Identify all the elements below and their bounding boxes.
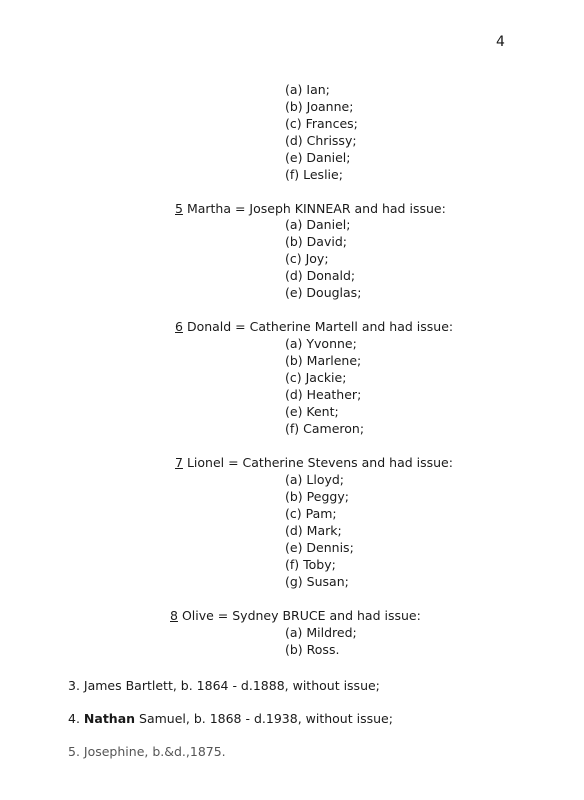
list-item: (b) Ross. (285, 642, 340, 657)
list-item: (a) Daniel; (285, 217, 351, 232)
family-heading (175, 200, 446, 217)
list-item: (e) Dennis; (285, 540, 354, 555)
family-heading (175, 454, 453, 471)
entry-number: 4. (68, 711, 80, 726)
list-item: (f) Toby; (285, 557, 336, 572)
list-item: (d) Donald; (285, 268, 356, 283)
list-item: (a) Mildred; (285, 625, 357, 640)
list-item: (e) Daniel; (285, 150, 351, 165)
entry-name: Nathan (83, 711, 136, 726)
family-heading-text: Donald = Catherine Martell and had issue: (186, 319, 454, 334)
list-item: (b) Peggy; (285, 489, 349, 504)
list-item: (f) Cameron; (285, 421, 365, 436)
family-number: 7 (175, 455, 183, 470)
sibling-entry: 3. James Bartlett, b. 1864 - d.1888, without issue; (68, 678, 380, 693)
list-item: (a) Lloyd; (285, 472, 345, 487)
list-item: (d) Heather; (285, 387, 362, 402)
family-heading (170, 607, 421, 624)
family-heading-text: Martha = Joseph KINNEAR and had issue: (186, 201, 446, 216)
sibling-entry: 5. Josephine, b.&d.,1875. (68, 744, 226, 759)
list-item: (d) Chrissy; (285, 133, 357, 148)
list-item: (b) Joanne; (285, 99, 354, 114)
list-item: (c) Frances; (285, 116, 358, 131)
list-item: (b) David; (285, 234, 347, 249)
list-item: (f) Leslie; (285, 167, 343, 182)
list-item: (c) Pam; (285, 506, 337, 521)
list-item: (e) Douglas; (285, 285, 362, 300)
family-number: 5 (175, 201, 183, 216)
list-item: (b) Marlene; (285, 353, 362, 368)
page-number: 4 (496, 34, 505, 50)
entry-text: Samuel, b. 1868 - d.1938, without issue; (139, 711, 393, 726)
list-item: (c) Jackie; (285, 370, 347, 385)
family-number: 8 (170, 608, 178, 623)
list-item: (a) Ian; (285, 82, 330, 97)
list-item: (d) Mark; (285, 523, 342, 538)
family-number: 6 (175, 319, 183, 334)
family-heading-text: Olive = Sydney BRUCE and had issue: (181, 608, 421, 623)
list-item: (c) Joy; (285, 251, 329, 266)
list-item: (a) Yvonne; (285, 336, 357, 351)
family-heading (175, 318, 453, 335)
list-item: (g) Susan; (285, 574, 349, 589)
family-heading-text: Lionel = Catherine Stevens and had issue: (186, 455, 453, 470)
list-item: (e) Kent; (285, 404, 339, 419)
sibling-entry (68, 710, 393, 727)
